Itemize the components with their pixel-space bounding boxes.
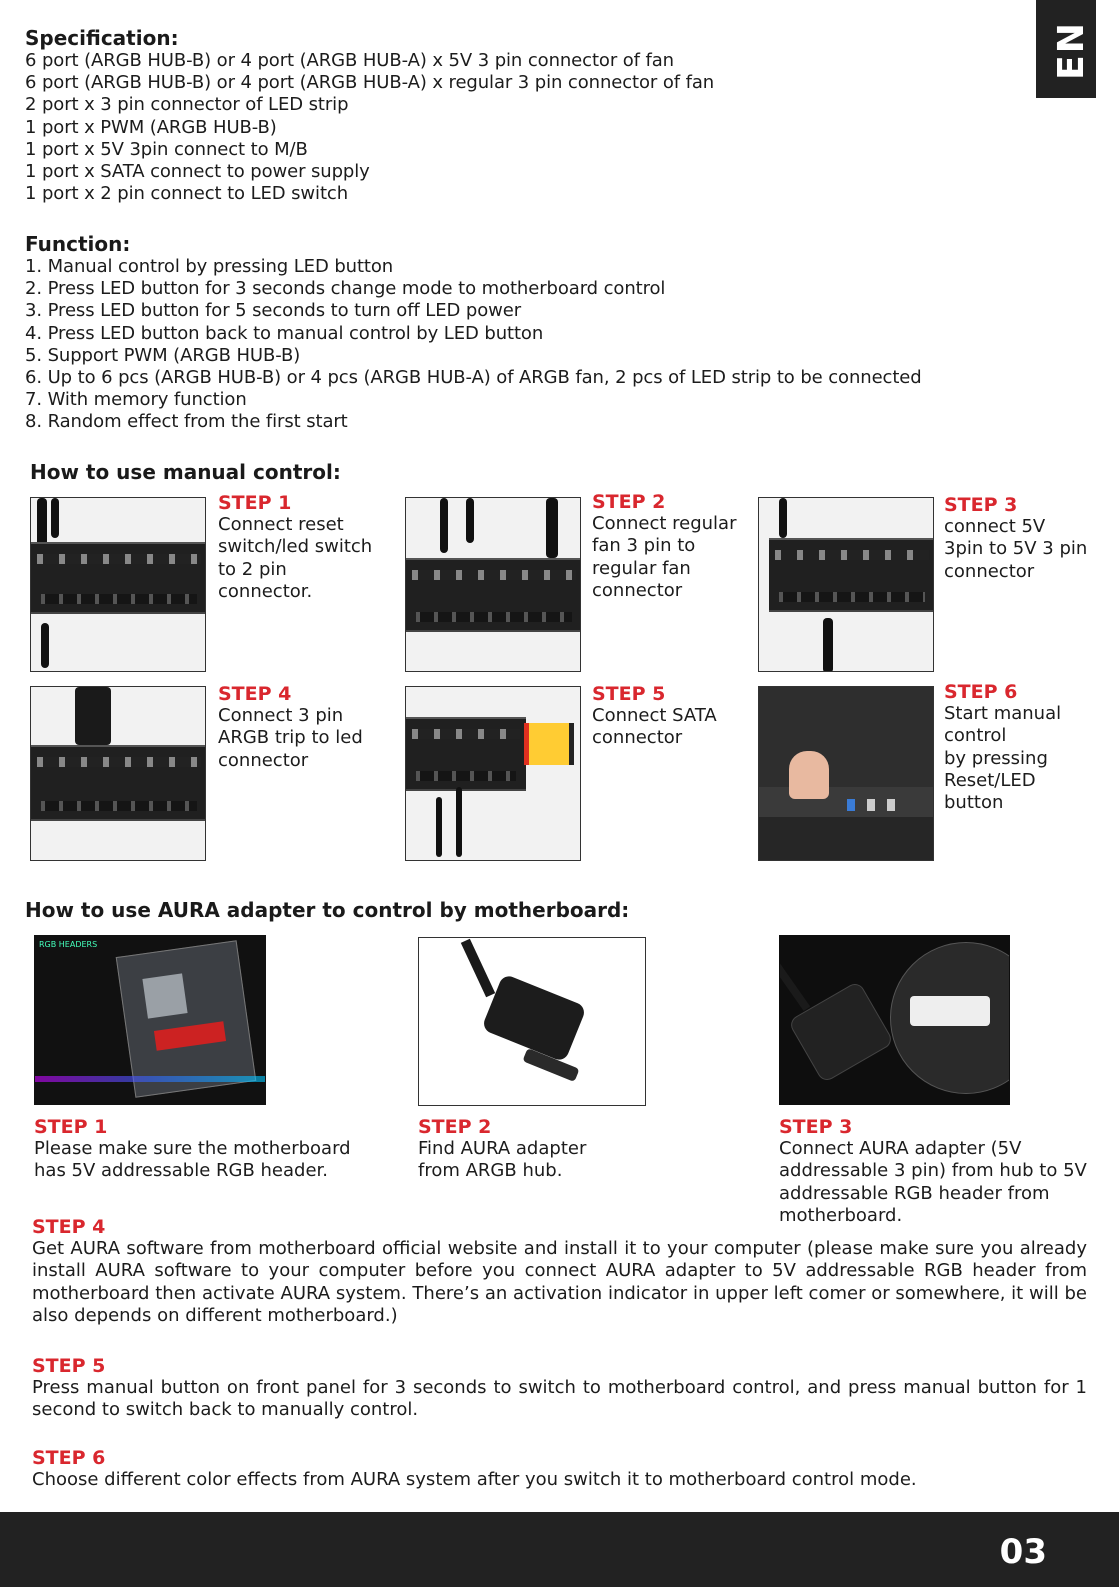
step-text-line: regular fan — [592, 557, 691, 579]
step-text-line: control — [944, 725, 1007, 747]
manual-step4 — [218, 683, 363, 772]
aura-step4 — [32, 1216, 1087, 1327]
step-text-line: addressable RGB header from — [779, 1182, 1050, 1204]
step-title: STEP 5 — [592, 683, 666, 705]
step-text-line: connector — [944, 560, 1035, 582]
spec-heading: Specification: — [25, 26, 179, 50]
aura-step1-photo — [34, 935, 266, 1105]
manual-step2 — [592, 491, 737, 602]
manual-step3 — [944, 494, 1087, 583]
spec-line: 6 port (ARGB HUB-B) or 4 port (ARGB HUB-A) x regular 3 pin connector of fan — [25, 72, 715, 94]
step-title: STEP 2 — [592, 491, 666, 513]
step-text-line: Find AURA adapter — [418, 1138, 587, 1159]
step-text-line: switch/led switch — [218, 536, 373, 558]
language-tab: EN — [1036, 0, 1096, 98]
step-title: STEP 6 — [944, 681, 1018, 703]
step-text-line: connector — [218, 749, 309, 771]
manual-step4-photo — [30, 686, 206, 861]
step-text-line: Connect SATA — [592, 705, 717, 726]
step-text-line: by pressing — [944, 747, 1048, 769]
manual-step2-photo — [405, 497, 581, 672]
function-line: 2. Press LED button for 3 seconds change mode to motherboard control — [25, 278, 666, 300]
step-text-line: to 2 pin — [218, 558, 287, 580]
step-paragraph: Get AURA software from motherboard official website and install it to your computer (please make sure you already install AURA software to your computer before you connect AURA adapter to 5V addressable RGB header from motherboard then activate AURA system. There’s an activation indicator in upper left comer or somewhere, it will be also depends on different motherboard.) — [32, 1238, 1087, 1326]
spec-line: 2 port x 3 pin connector of LED strip — [25, 94, 349, 116]
function-line: 7. With memory function — [25, 389, 247, 411]
aura-step3-photo — [779, 935, 1010, 1105]
page-footer — [0, 1512, 1119, 1587]
step-text-line: button — [944, 792, 1004, 814]
aura-step5 — [32, 1355, 1087, 1422]
step-title: STEP 1 — [218, 492, 292, 514]
step-title: STEP 5 — [32, 1355, 106, 1377]
step-text-line: connector — [592, 727, 683, 749]
spec-line: 1 port x 5V 3pin connect to M/B — [25, 138, 308, 160]
step-text-line: connector. — [218, 580, 313, 602]
aura-step1 — [34, 1116, 351, 1183]
step-text-line: Start manual — [944, 703, 1062, 724]
function-line: 4. Press LED button back to manual control by LED button — [25, 322, 544, 344]
step-text-line: Connect reset — [218, 514, 344, 535]
step-text-line: Connect regular — [592, 513, 737, 534]
step-title: STEP 1 — [34, 1116, 108, 1138]
spec-line: 1 port x SATA connect to power supply — [25, 161, 370, 183]
page-number: 03 — [999, 1532, 1047, 1572]
step-title: STEP 6 — [32, 1447, 106, 1469]
manual-step6-photo — [758, 686, 934, 861]
manual-step5 — [592, 683, 717, 750]
manual-step3-photo — [758, 497, 934, 672]
step-title: STEP 4 — [218, 683, 292, 705]
aura-heading: How to use AURA adapter to control by motherboard: — [25, 898, 630, 922]
function-line: 6. Up to 6 pcs (ARGB HUB-B) or 4 pcs (ARGB HUB-A) of ARGB fan, 2 pcs of LED strip to be connected — [25, 367, 922, 389]
spec-line: 1 port x PWM (ARGB HUB-B) — [25, 116, 277, 138]
function-line: 3. Press LED button for 5 seconds to turn off LED power — [25, 300, 522, 322]
step-title: STEP 3 — [944, 494, 1018, 516]
step-text-line: fan 3 pin to — [592, 535, 696, 557]
spec-list — [25, 50, 714, 205]
manual-step1 — [218, 492, 372, 603]
step-text-line: Please make sure the motherboard — [34, 1138, 351, 1159]
aura-step2 — [418, 1116, 586, 1183]
step-text-line: motherboard. — [779, 1204, 903, 1226]
step-title: STEP 2 — [418, 1116, 492, 1138]
function-line: 8. Random effect from the first start — [25, 411, 348, 433]
step-text-line: Reset/LED — [944, 769, 1036, 791]
manual-step6 — [944, 681, 1061, 814]
step-text-line: 3pin to 5V 3 pin — [944, 538, 1088, 560]
function-list — [25, 256, 922, 434]
rgb-headers-label: RGB HEADERS — [39, 940, 98, 949]
function-heading: Function: — [25, 232, 131, 256]
manual-step5-photo — [405, 686, 581, 861]
step-text-line: Connect 3 pin — [218, 705, 344, 726]
aura-step3 — [779, 1116, 1087, 1227]
manual-heading: How to use manual control: — [30, 460, 341, 484]
function-line: 1. Manual control by pressing LED button — [25, 256, 394, 277]
step-text-line: has 5V addressable RGB header. — [34, 1160, 329, 1182]
step-text-line: addressable 3 pin) from hub to 5V — [779, 1160, 1087, 1182]
spec-line: 1 port x 2 pin connect to LED switch — [25, 183, 349, 205]
step-text-line: connect 5V — [944, 516, 1046, 537]
function-line: 5. Support PWM (ARGB HUB-B) — [25, 344, 301, 366]
step-text-line: Connect AURA adapter (5V — [779, 1138, 1022, 1159]
step-paragraph: Choose different color effects from AURA system after you switch it to motherboard control mode. — [32, 1469, 917, 1490]
step-text-line: connector — [592, 579, 683, 601]
step-title: STEP 3 — [779, 1116, 853, 1138]
spec-line: 6 port (ARGB HUB-B) or 4 port (ARGB HUB-A) x 5V 3 pin connector of fan — [25, 50, 674, 71]
step-title: STEP 4 — [32, 1216, 106, 1238]
manual-step1-photo — [30, 497, 206, 672]
step-text-line: from ARGB hub. — [418, 1160, 563, 1182]
step-paragraph: Press manual button on front panel for 3 seconds to switch to motherboard control, and press manual button for 1 second to switch back to manually control. — [32, 1377, 1087, 1421]
aura-step2-photo — [418, 937, 646, 1106]
aura-step6 — [32, 1447, 1087, 1491]
step-text-line: ARGB trip to led — [218, 727, 363, 749]
